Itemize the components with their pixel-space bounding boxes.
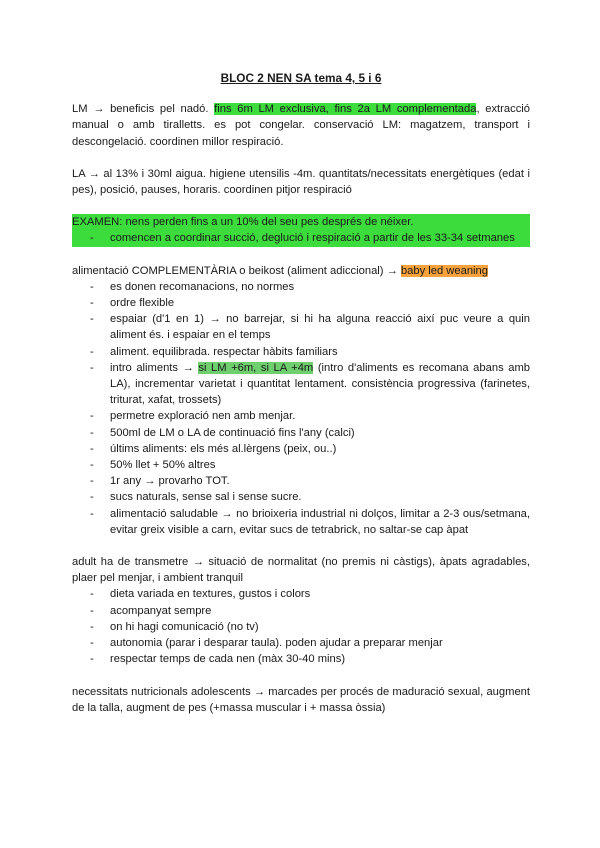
list-item: - 1r any → provarho TOT. [110,473,530,489]
list-item: - 500ml de LM o LA de continuació fins l'any (calci) [110,425,530,441]
exam-line [72,214,530,230]
intro-aliments-prefix: intro aliments → [110,361,199,374]
list-item: - sucs naturals, sense sal i sense sucre. [110,489,530,505]
lm-prefix: LM → beneficis pel nadó. [72,103,215,116]
exam-item-dash: - [90,232,94,245]
lm-paragraph [72,101,530,150]
list-item: - 50% llet + 50% altres [110,457,530,473]
list-item: - es donen recomanacions, no normes [110,279,530,295]
list-item: - ordre flexible [110,295,530,311]
intro-aliments-highlight: si LM +6m, si LA +4m [198,361,314,374]
complementaria-intro [72,263,530,279]
list-item: - últims aliments: els més al.lèrgens (peix, ou..) [110,441,530,457]
exam-block [72,214,530,246]
complementaria-intro-highlight: baby led weaning [400,264,488,277]
adolescents-paragraph: necessitats nutricionals adolescents → marcades per procés de maduració sexual, augment de la talla, augment de pes (+massa muscular i + massa òssia) [72,685,530,714]
list-item: - acompanyat sempre [110,603,530,619]
page-title: BLOC 2 NEN SA tema 4, 5 i 6 [220,71,382,85]
list-item-intro-aliments [110,360,530,409]
adult-intro: adult ha de transmetre → situació de normalitat (no premis ni càstigs), àpats agradables, plaer pel menjar, i ambient tranquil [72,556,530,585]
list-item: - alimentació saludable → no brioixeria industrial ni dolços, limitar a 2-3 ous/setmana, evitar greix visible a carn, evitar sucs de tetrabrick, no saltar-se cap àpat [110,506,530,538]
exam-item-text: comencen a coordinar succió, deglució i respiració a partir de les 33-34 setmanes [110,232,515,245]
exam-line-highlight: EXAMEN: nens perden fins a un 10% del seu pes després de néixer. [72,214,530,230]
intro-aliments-suffix: (intro d'aliments es recomana abans amb LA), incrementar varietat i quantitat lentament. consistència progressiva (farinetes, triturat, xafat, trossets) [110,361,531,407]
list-item: - on hi hagi comunicació (no tv) [110,619,530,635]
list-item: - espaiar (d'1 en 1) → no barrejar, si hi ha alguna reacció així puc veure a quin aliment és. i espaiar en el temps [110,311,530,343]
complementaria-intro-prefix: alimentació COMPLEMENTÀRIA o beikost (aliment adiccional) → [72,264,401,277]
la-paragraph: LA → al 13% i 30ml aigua. higiene utensilis -4m. quantitats/necessitats energètiques (edat i pes), posició, pauses, horaris. coordinen pitjor respiració [72,167,530,197]
list-item: - permetre exploració nen amb menjar. [110,408,530,424]
list-item: - respectar temps de cada nen (màx 30-40 mins) [110,651,530,667]
lm-highlight: fins 6m LM exclusiva, fins 2a LM complementada [214,103,477,116]
lm-suffix: , extracció manual o amb tiralletts. es pot congelar. conservació LM: magatzem, transport i descongelació. coordinen millor respiració. [72,103,530,148]
list-item: - dieta variada en textures, gustos i colors [110,586,530,602]
list-item: - aliment. equilibrada. respectar hàbits familiars [110,344,530,360]
complementaria-list [72,279,530,538]
exam-item [72,230,530,246]
list-item: - autonomia (parar i desparar taula). poden ajudar a preparar menjar [110,635,530,651]
adult-list [72,586,530,667]
